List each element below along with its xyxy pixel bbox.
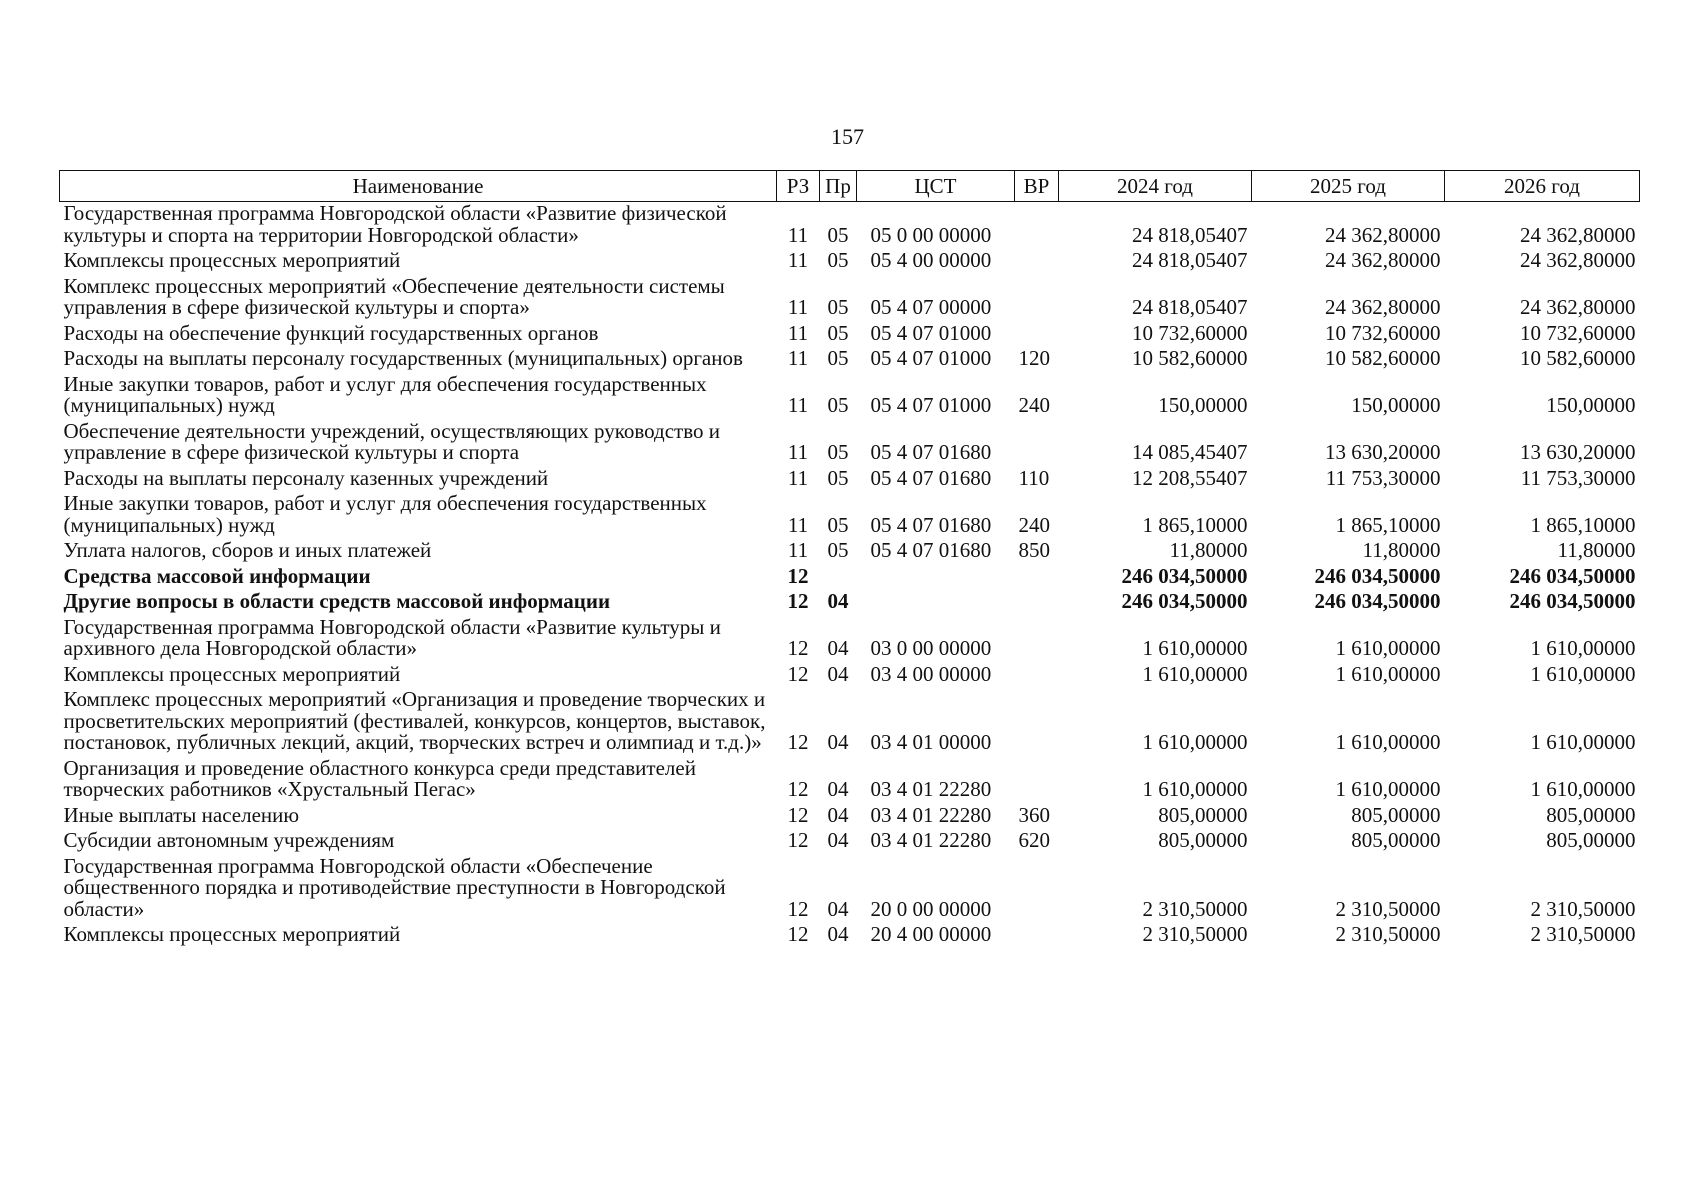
cell-2025: 1 610,00000 — [1335, 730, 1441, 754]
cell-2024: 10 582,60000 — [1132, 346, 1248, 370]
table-row — [60, 663, 1640, 689]
cell-vr — [1015, 322, 1059, 348]
cell-2025: 246 034,50000 — [1314, 589, 1441, 613]
page-number: 157 — [831, 124, 864, 149]
cell-rz: 12 — [787, 802, 809, 827]
header-vr: ВР — [1015, 171, 1059, 202]
table-row — [60, 492, 1640, 539]
table-row — [60, 616, 1640, 663]
cell-vr: 620 — [1018, 828, 1050, 852]
cell-name: Иные закупки товаров, работ и услуг для обеспечения государственных (муниципальных) нужд — [63, 491, 707, 537]
cell-2026: 24 362,80000 — [1520, 248, 1636, 272]
cell-vr: 240 — [1018, 512, 1050, 537]
cell-2025: 24 362,80000 — [1325, 295, 1441, 319]
table-row — [60, 590, 1640, 616]
cell-2025: 10 582,60000 — [1325, 346, 1441, 370]
cell-pr: 05 — [827, 512, 849, 537]
cell-2025: 24 362,80000 — [1325, 222, 1441, 247]
cell-2024: 246 034,50000 — [1121, 589, 1248, 613]
cell-name: Расходы на обеспечение функций государственных органов — [63, 320, 599, 345]
cell-2026: 10 732,60000 — [1520, 320, 1636, 345]
table-row — [60, 688, 1640, 757]
cell-2026: 246 034,50000 — [1509, 589, 1636, 613]
cell-rz: 12 — [787, 636, 809, 660]
cell-rz: 12 — [787, 922, 809, 946]
cell-pr: 05 — [827, 295, 849, 319]
cell-2026: 1 610,00000 — [1530, 661, 1636, 686]
table-row — [60, 804, 1640, 830]
cell-name: Иные закупки товаров, работ и услуг для обеспечения государственных (муниципальных) нужд — [63, 371, 707, 417]
cell-2024: 2 310,50000 — [1142, 922, 1248, 946]
cell-2024: 1 610,00000 — [1142, 661, 1248, 686]
cell-2025: 2 310,50000 — [1335, 896, 1441, 921]
cell-cst — [857, 565, 1015, 591]
cell-vr: 360 — [1018, 802, 1050, 827]
cell-cst: 05 0 00 00000 — [870, 222, 992, 247]
cell-cst: 03 4 01 22280 — [870, 802, 992, 827]
cell-vr — [1015, 616, 1059, 663]
cell-pr: 04 — [827, 802, 849, 827]
cell-pr: 04 — [827, 589, 849, 613]
header-row — [60, 171, 1640, 202]
cell-name: Комплексы процессных мероприятий — [63, 248, 401, 272]
cell-vr — [1015, 275, 1059, 322]
cell-2024: 24 818,05407 — [1132, 222, 1248, 247]
cell-2024: 1 610,00000 — [1142, 777, 1248, 801]
cell-2026: 805,00000 — [1546, 802, 1636, 827]
cell-2024: 1 610,00000 — [1142, 636, 1248, 660]
cell-cst: 05 4 07 01680 — [870, 465, 992, 490]
cell-2024: 805,00000 — [1158, 802, 1248, 827]
cell-2026: 150,00000 — [1546, 393, 1636, 417]
header-2024: 2024 год — [1059, 171, 1252, 202]
cell-2024: 150,00000 — [1158, 393, 1248, 417]
cell-2026: 1 610,00000 — [1530, 636, 1636, 660]
cell-cst — [857, 590, 1015, 616]
cell-cst: 03 4 01 00000 — [870, 730, 992, 754]
cell-cst: 05 4 07 01680 — [870, 440, 992, 464]
cell-2026: 1 865,10000 — [1530, 512, 1636, 537]
cell-pr: 05 — [827, 320, 849, 345]
cell-cst: 03 4 00 00000 — [870, 661, 992, 686]
cell-2025: 805,00000 — [1351, 828, 1441, 852]
cell-pr: 04 — [827, 730, 849, 754]
cell-vr — [1015, 565, 1059, 591]
cell-2024: 11,80000 — [1169, 538, 1248, 562]
cell-2025: 805,00000 — [1351, 802, 1441, 827]
cell-cst: 05 4 07 01000 — [870, 393, 992, 417]
cell-2024: 1 865,10000 — [1142, 512, 1248, 537]
cell-vr — [1015, 688, 1059, 757]
cell-pr: 04 — [827, 777, 849, 801]
table-row — [60, 322, 1640, 348]
cell-rz: 12 — [787, 896, 809, 921]
cell-pr: 04 — [827, 636, 849, 660]
cell-rz: 12 — [787, 777, 809, 801]
cell-vr: 850 — [1018, 538, 1050, 562]
cell-name: Организация и проведение областного конкурса среди представителей творческих работников «Хрустальный Пегас» — [63, 755, 696, 801]
cell-rz: 11 — [787, 440, 809, 464]
cell-vr — [1015, 590, 1059, 616]
table-row — [60, 923, 1640, 949]
budget-table — [59, 170, 1640, 949]
cell-2024: 24 818,05407 — [1132, 295, 1248, 319]
cell-2026: 24 362,80000 — [1520, 222, 1636, 247]
cell-cst: 05 4 07 01000 — [870, 346, 992, 370]
table-row — [60, 249, 1640, 275]
cell-cst: 05 4 00 00000 — [870, 248, 992, 272]
cell-pr: 04 — [827, 661, 849, 686]
cell-2026: 24 362,80000 — [1520, 295, 1636, 319]
table-header — [60, 171, 1640, 202]
cell-pr: 05 — [827, 222, 849, 247]
cell-rz: 12 — [787, 661, 809, 686]
cell-cst: 05 4 07 01680 — [870, 512, 992, 537]
cell-2025: 1 610,00000 — [1335, 777, 1441, 801]
cell-name: Комплекс процессных мероприятий «Организация и проведение творческих и просветительских мероприятий (фестивалей, конкурсов, концертов, выставок, постановок, публичных лекций, акций, творческих встреч и олимпиад и т.д.)» — [63, 687, 766, 754]
cell-vr — [1015, 855, 1059, 924]
cell-pr: 05 — [827, 465, 849, 490]
table-row — [60, 420, 1640, 467]
cell-name: Государственная программа Новгородской области «Развитие культуры и архивного дела Новгородской области» — [63, 614, 721, 660]
cell-2025: 246 034,50000 — [1314, 563, 1441, 588]
cell-rz: 11 — [787, 512, 809, 537]
cell-name: Обеспечение деятельности учреждений, осуществляющих руководство и управление в сфере физической культуры и спорта — [63, 418, 720, 464]
cell-vr: 120 — [1018, 346, 1050, 370]
table-body — [60, 202, 1640, 949]
cell-2026: 246 034,50000 — [1509, 563, 1636, 588]
cell-2025: 1 610,00000 — [1335, 636, 1441, 660]
table-row — [60, 539, 1640, 565]
cell-2024: 246 034,50000 — [1121, 563, 1248, 588]
table-row — [60, 565, 1640, 591]
cell-name: Расходы на выплаты персоналу казенных учреждений — [63, 465, 549, 490]
cell-2024: 2 310,50000 — [1142, 896, 1248, 921]
cell-rz: 11 — [787, 248, 809, 272]
cell-pr: 04 — [827, 828, 849, 852]
cell-2025: 11 753,30000 — [1325, 465, 1441, 490]
cell-rz: 11 — [787, 538, 809, 562]
cell-pr: 04 — [827, 896, 849, 921]
cell-pr — [820, 565, 857, 591]
cell-vr — [1015, 420, 1059, 467]
cell-rz: 12 — [787, 563, 809, 588]
cell-cst: 03 0 00 00000 — [870, 636, 992, 660]
cell-pr: 04 — [827, 922, 849, 946]
table-row — [60, 347, 1640, 373]
cell-2025: 24 362,80000 — [1325, 248, 1441, 272]
cell-2025: 11,80000 — [1362, 538, 1441, 562]
cell-cst: 05 4 07 00000 — [870, 295, 992, 319]
cell-2025: 10 732,60000 — [1325, 320, 1441, 345]
cell-vr — [1015, 202, 1059, 250]
cell-2026: 2 310,50000 — [1530, 896, 1636, 921]
cell-rz: 11 — [787, 295, 809, 319]
cell-vr: 110 — [1018, 465, 1050, 490]
cell-2026: 805,00000 — [1546, 828, 1636, 852]
table-row — [60, 855, 1640, 924]
cell-name: Субсидии автономным учреждениям — [63, 828, 395, 852]
cell-name: Уплата налогов, сборов и иных платежей — [63, 538, 432, 562]
cell-vr — [1015, 757, 1059, 804]
table-row — [60, 275, 1640, 322]
cell-pr: 05 — [827, 346, 849, 370]
cell-2025: 2 310,50000 — [1335, 922, 1441, 946]
cell-pr: 05 — [827, 393, 849, 417]
cell-2024: 1 610,00000 — [1142, 730, 1248, 754]
cell-name: Государственная программа Новгородской области «Обеспечение общественного порядка и противодействие преступности в Новгородской области» — [63, 853, 726, 921]
cell-2026: 1 610,00000 — [1530, 730, 1636, 754]
header-2025: 2025 год — [1252, 171, 1445, 202]
cell-vr: 240 — [1018, 393, 1050, 417]
table-row — [60, 202, 1640, 250]
cell-cst: 20 0 00 00000 — [870, 896, 992, 921]
cell-pr: 05 — [827, 440, 849, 464]
cell-rz: 11 — [787, 320, 809, 345]
cell-rz: 12 — [787, 828, 809, 852]
cell-name: Средства массовой информации — [63, 563, 371, 588]
cell-2025: 13 630,20000 — [1325, 440, 1441, 464]
cell-name: Иные выплаты населению — [63, 802, 300, 827]
cell-2026: 13 630,20000 — [1520, 440, 1636, 464]
cell-name: Комплексы процессных мероприятий — [63, 661, 401, 686]
cell-2026: 11,80000 — [1557, 538, 1636, 562]
header-cst: ЦСТ — [857, 171, 1015, 202]
table-row — [60, 757, 1640, 804]
cell-2024: 14 085,45407 — [1132, 440, 1248, 464]
table-row — [60, 829, 1640, 855]
cell-2026: 11 753,30000 — [1520, 465, 1636, 490]
cell-vr — [1015, 249, 1059, 275]
cell-rz: 11 — [787, 222, 809, 247]
cell-name: Расходы на выплаты персоналу государственных (муниципальных) органов — [63, 346, 743, 370]
cell-vr — [1015, 663, 1059, 689]
header-name: Наименование — [60, 171, 777, 202]
cell-cst: 03 4 01 22280 — [870, 777, 992, 801]
cell-2024: 10 732,60000 — [1132, 320, 1248, 345]
cell-2024: 12 208,55407 — [1132, 465, 1248, 490]
table-row — [60, 467, 1640, 493]
cell-2026: 2 310,50000 — [1530, 922, 1636, 946]
cell-pr: 05 — [827, 248, 849, 272]
cell-pr: 05 — [827, 538, 849, 562]
cell-2025: 1 610,00000 — [1335, 661, 1441, 686]
cell-cst: 05 4 07 01680 — [870, 538, 992, 562]
cell-rz: 12 — [787, 589, 809, 613]
cell-name: Комплексы процессных мероприятий — [63, 922, 401, 946]
cell-cst: 03 4 01 22280 — [870, 828, 992, 852]
cell-vr — [1015, 923, 1059, 949]
cell-rz: 11 — [787, 465, 809, 490]
cell-2025: 150,00000 — [1351, 393, 1441, 417]
cell-2026: 10 582,60000 — [1520, 346, 1636, 370]
cell-rz: 11 — [787, 393, 809, 417]
cell-2024: 24 818,05407 — [1132, 248, 1248, 272]
cell-2025: 1 865,10000 — [1335, 512, 1441, 537]
cell-name: Государственная программа Новгородской области «Развитие физической культуры и спорта на территории Новгородской области» — [63, 201, 727, 247]
header-rz: РЗ — [777, 171, 820, 202]
cell-cst: 20 4 00 00000 — [870, 922, 992, 946]
cell-rz: 11 — [787, 346, 809, 370]
header-pr: Пр — [820, 171, 857, 202]
cell-name: Другие вопросы в области средств массовой информации — [63, 589, 611, 613]
cell-2026: 1 610,00000 — [1530, 777, 1636, 801]
cell-cst: 05 4 07 01000 — [870, 320, 992, 345]
table-row — [60, 373, 1640, 420]
header-2026: 2026 год — [1445, 171, 1640, 202]
cell-name: Комплекс процессных мероприятий «Обеспечение деятельности системы управления в сфере физической культуры и спорта» — [63, 273, 725, 319]
cell-rz: 12 — [787, 730, 809, 754]
cell-2024: 805,00000 — [1158, 828, 1248, 852]
